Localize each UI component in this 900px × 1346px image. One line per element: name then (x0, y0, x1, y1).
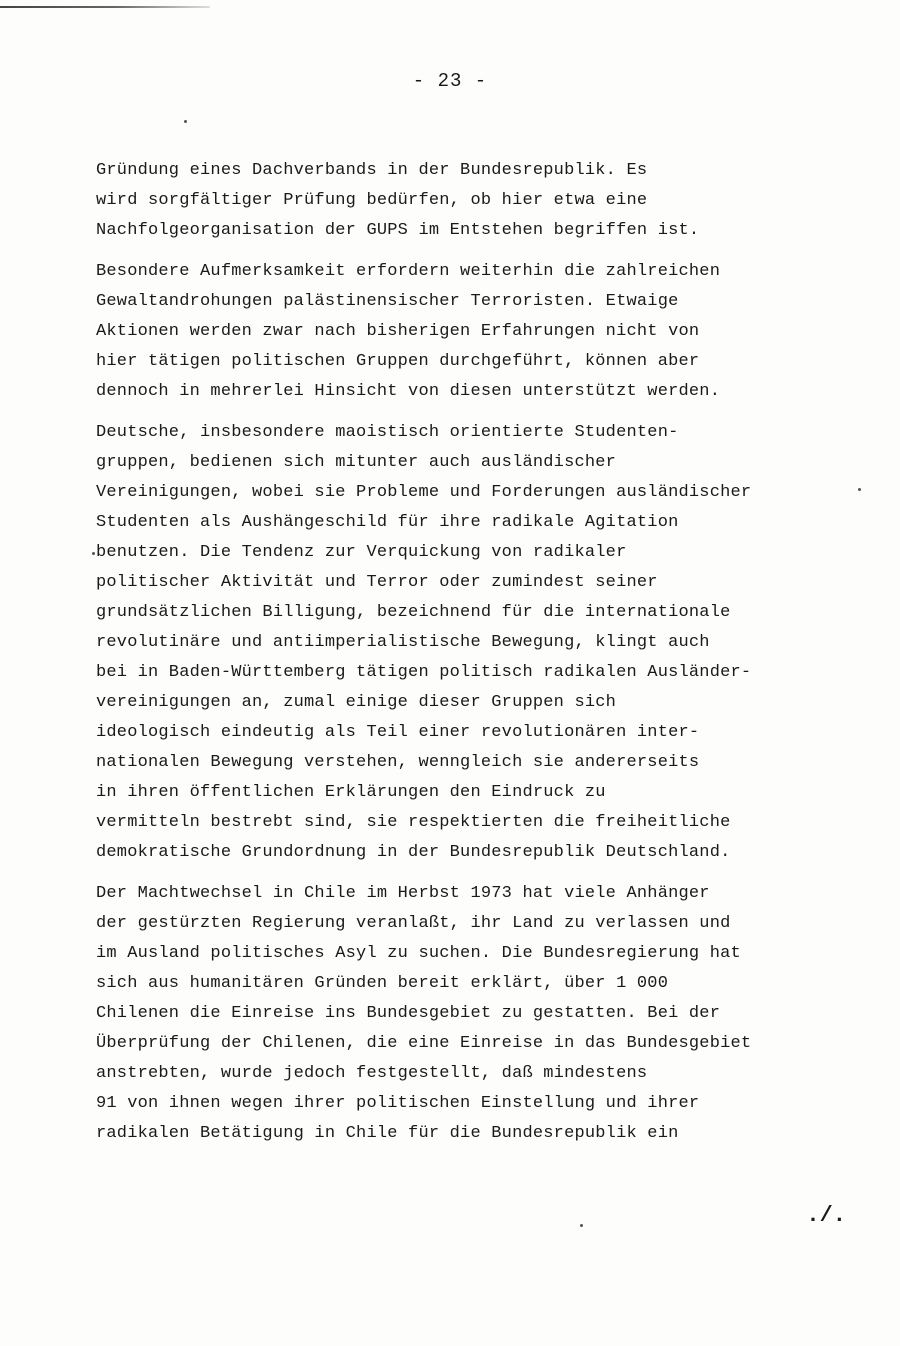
text-line: Besondere Aufmerksamkeit erfordern weiterhin die zahlreichen (96, 262, 721, 281)
scan-edge-line (0, 6, 210, 8)
paragraph-1 (96, 156, 876, 246)
text-line: Vereinigungen, wobei sie Probleme und Forderungen ausländischer (96, 483, 752, 502)
text-line: Deutsche, insbesondere maoistisch orientierte Studenten- (96, 423, 679, 442)
text-line: benutzen. Die Tendenz zur Verquickung von radikaler (96, 543, 627, 562)
text-line: Gewaltandrohungen palästinensischer Terroristen. Etwaige (96, 292, 679, 311)
text-line: der gestürzten Regierung veranlaßt, ihr Land zu verlassen und (96, 914, 731, 933)
page-number: - 23 - (412, 70, 488, 92)
text-line: ideologisch eindeutig als Teil einer revolutionären inter- (96, 723, 700, 742)
paragraph-4 (96, 879, 876, 1149)
text-line: radikalen Betätigung in Chile für die Bundesrepublik ein (96, 1124, 679, 1143)
text-line: revolutinäre und antiimperialistische Bewegung, klingt auch (96, 633, 710, 652)
scan-speck (580, 1224, 583, 1227)
text-line: vereinigungen an, zumal einige dieser Gruppen sich (96, 693, 617, 712)
scan-speck (92, 552, 95, 555)
text-line: Chilenen die Einreise ins Bundesgebiet zu gestatten. Bei der (96, 1004, 721, 1023)
text-line: Der Machtwechsel in Chile im Herbst 1973 hat viele Anhänger (96, 884, 710, 903)
text-line: 91 von ihnen wegen ihrer politischen Einstellung und ihrer (96, 1094, 700, 1113)
text-line: im Ausland politisches Asyl zu suchen. Die Bundesregierung hat (96, 944, 741, 963)
text-line: politischer Aktivität und Terror oder zumindest seiner (96, 573, 658, 592)
text-line: Gründung eines Dachverbands in der Bundesrepublik. Es (96, 161, 648, 180)
text-line: in ihren öffentlichen Erklärungen den Eindruck zu (96, 783, 606, 802)
scan-speck (184, 120, 187, 123)
text-line: hier tätigen politischen Gruppen durchgeführt, können aber (96, 352, 700, 371)
text-line: Nachfolgeorganisation der GUPS im Entstehen begriffen ist. (96, 221, 700, 240)
document-body (96, 156, 876, 1160)
paragraph-2 (96, 257, 876, 407)
continuation-mark: ./. (806, 1203, 846, 1228)
text-line: Überprüfung der Chilenen, die eine Einreise in das Bundesgebiet (96, 1034, 752, 1053)
paragraph-3 (96, 418, 876, 868)
text-line: gruppen, bedienen sich mitunter auch ausländischer (96, 453, 617, 472)
text-line: demokratische Grundordnung in der Bundesrepublik Deutschland. (96, 843, 731, 862)
text-line: Studenten als Aushängeschild für ihre radikale Agitation (96, 513, 679, 532)
text-line: nationalen Bewegung verstehen, wenngleich sie andererseits (96, 753, 700, 772)
text-line: dennoch in mehrerlei Hinsicht von diesen unterstützt werden. (96, 382, 721, 401)
text-line: bei in Baden-Württemberg tätigen politisch radikalen Ausländer- (96, 663, 752, 682)
text-line: grundsätzlichen Billigung, bezeichnend für die internationale (96, 603, 731, 622)
text-line: wird sorgfältiger Prüfung bedürfen, ob hier etwa eine (96, 191, 648, 210)
text-line: sich aus humanitären Gründen bereit erklärt, über 1 000 (96, 974, 669, 993)
text-line: Aktionen werden zwar nach bisherigen Erfahrungen nicht von (96, 322, 700, 341)
text-line: anstrebten, wurde jedoch festgestellt, daß mindestens (96, 1064, 648, 1083)
text-line: vermitteln bestrebt sind, sie respektierten die freiheitliche (96, 813, 731, 832)
scan-speck (858, 488, 861, 491)
